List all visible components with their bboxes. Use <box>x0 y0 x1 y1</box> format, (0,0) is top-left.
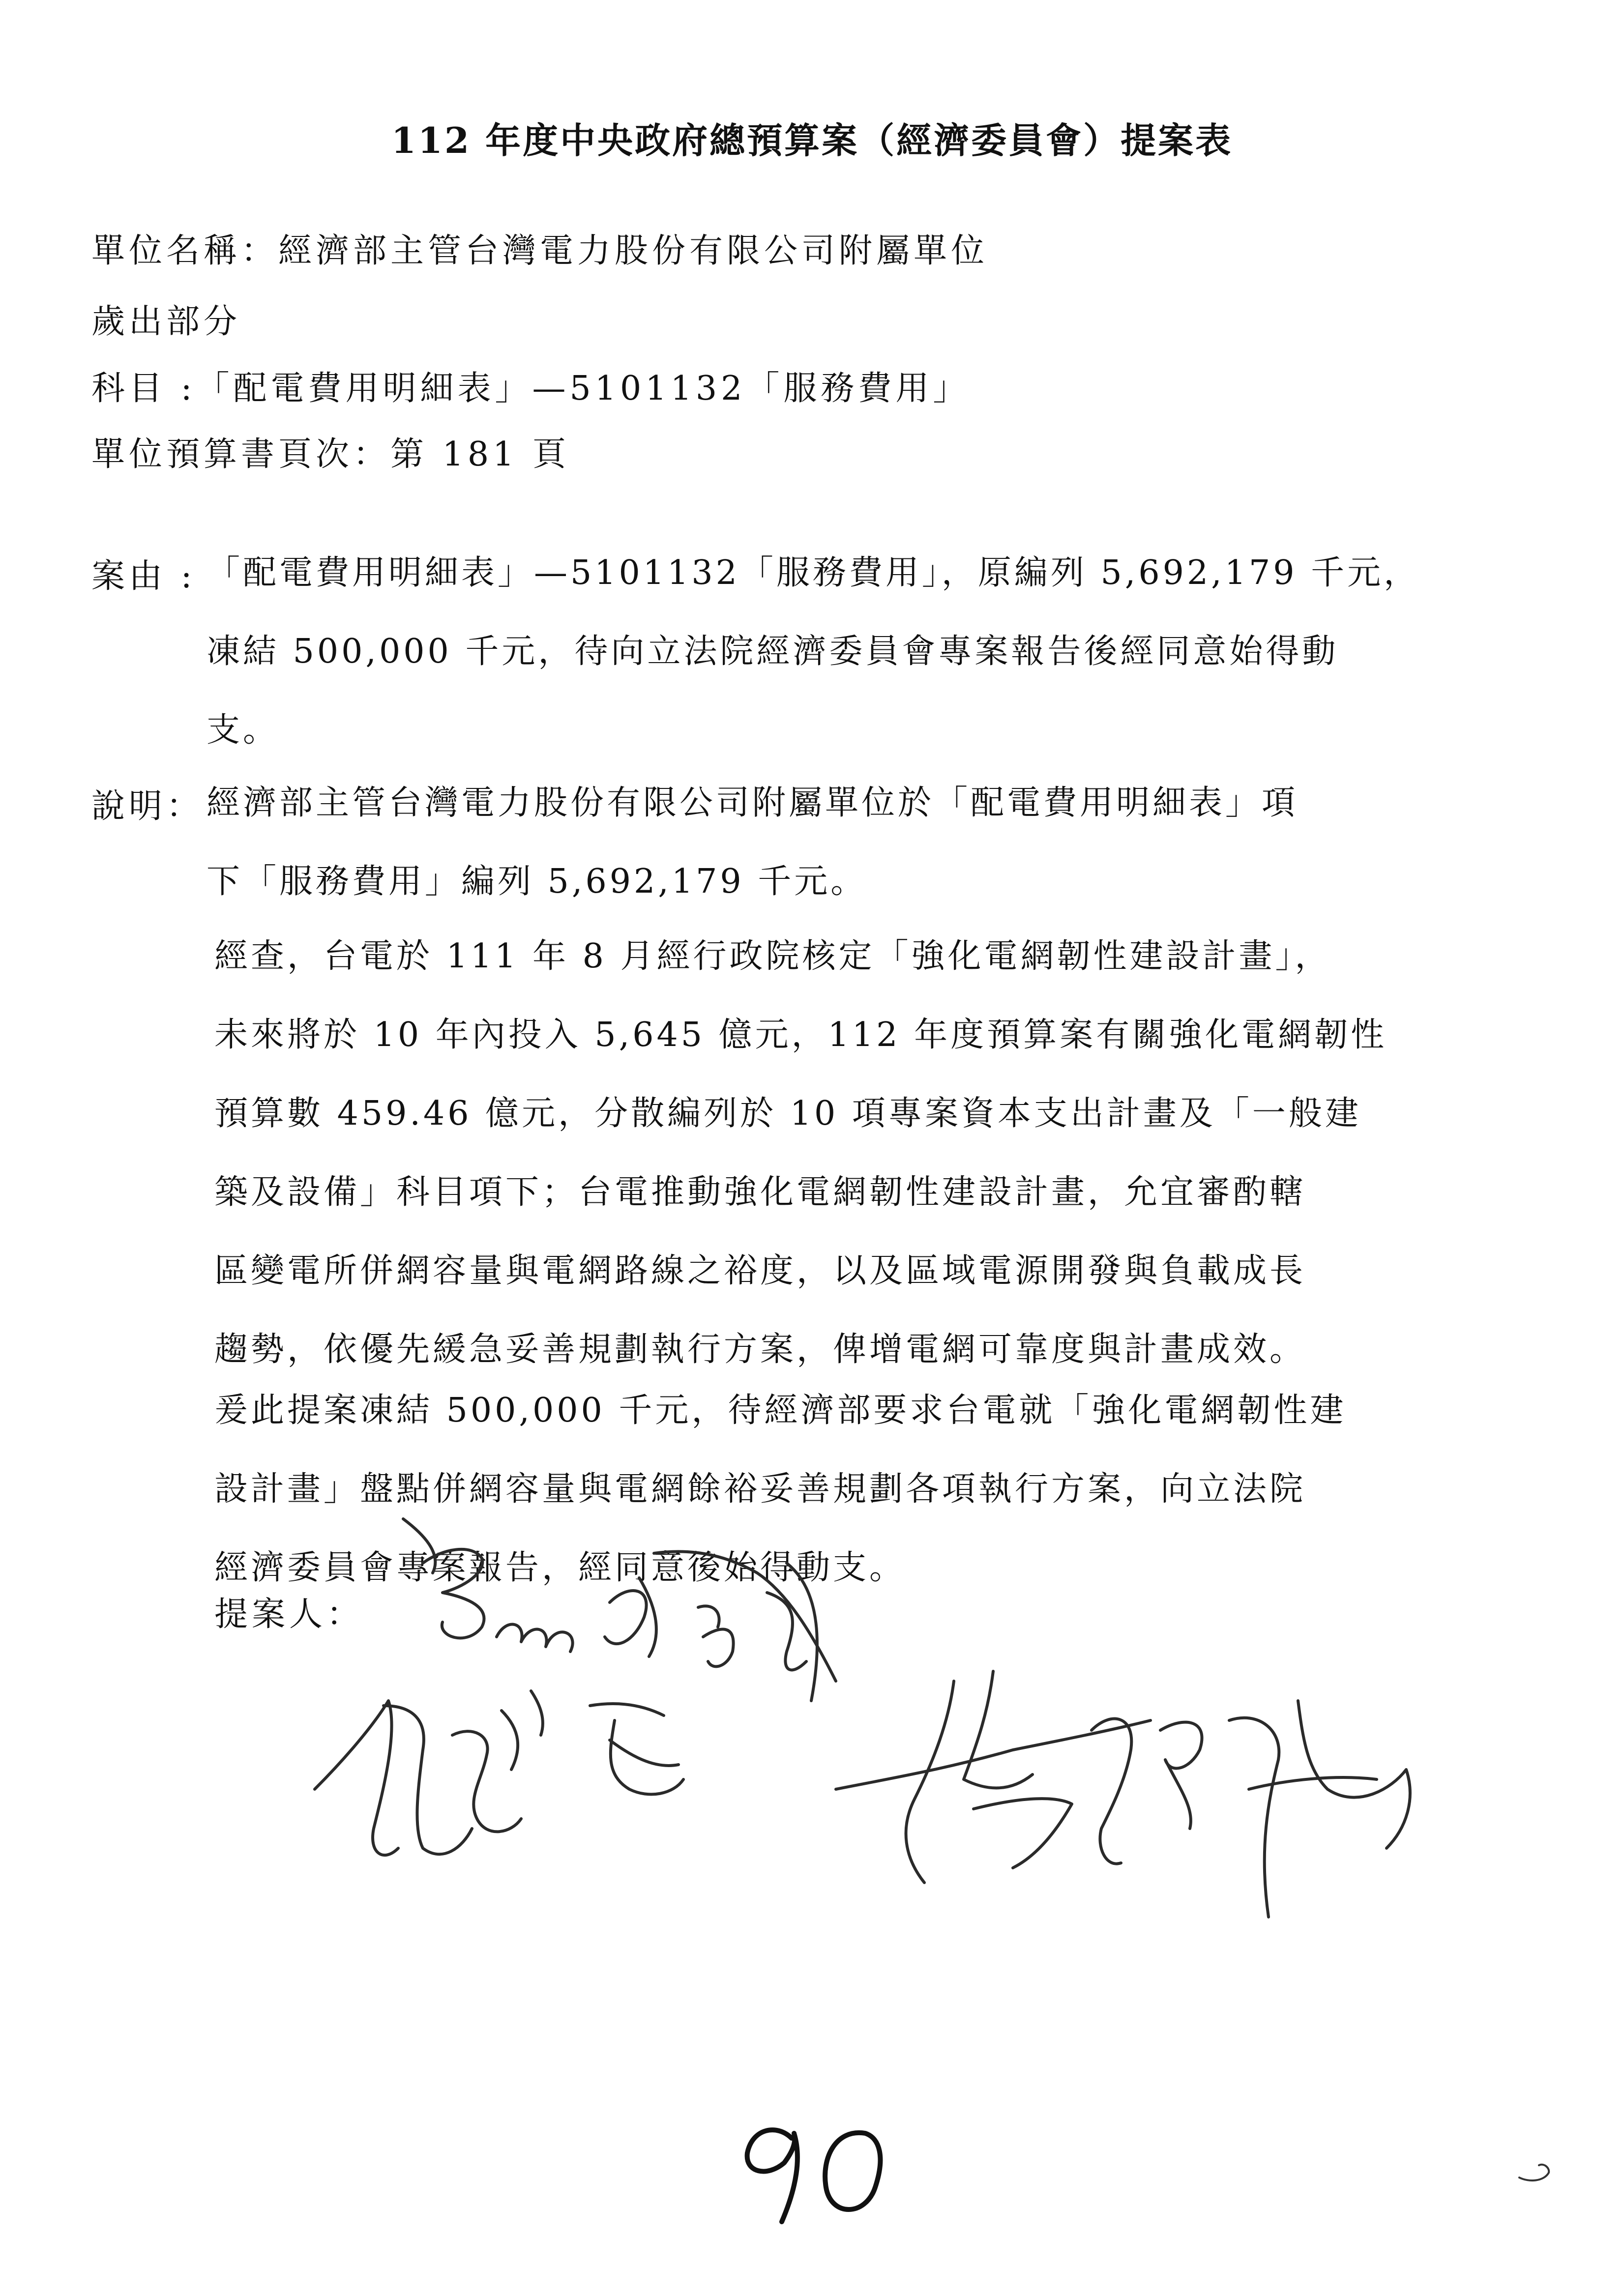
explanation-paragraph-1: 經濟部主管台灣電力股份有限公司附屬單位於「配電費用明細表」項 下「服務費用」編列 5,692,179 千元。 <box>207 784 1299 901</box>
signature-3 <box>836 1671 1410 1917</box>
unit-name-line: 單位名稱：經濟部主管台灣電力股份有限公司附屬單位 <box>91 232 989 270</box>
page-reference-line: 單位預算書頁次：第 181 頁 <box>91 435 570 474</box>
stray-mark <box>1514 2158 1554 2187</box>
case-text: 「配電費用明細表」—5101132「服務費用」，原編列 5,692,179 千元， 凍結 500,000 千元，待向立法院經濟委員會專案報告後經同意始得動 支。 <box>207 553 1420 750</box>
explanation-label: 說明： <box>91 787 204 826</box>
handwritten-page-number <box>728 2104 924 2232</box>
signature-1 <box>403 1519 817 1701</box>
proposer-label: 提案人： <box>214 1595 364 1634</box>
case-label: 案由 : <box>91 557 196 596</box>
section-line: 歲出部分 <box>91 302 241 341</box>
signature-ink-mark <box>654 1551 836 1681</box>
explanation-paragraph-2: 經查，台電於 111 年 8 月經行政院核定「強化電網韌性建設計畫」， 未來將於 10 年內投入 5,645 億元，112 年度預算案有關強化電網韌性 預算數 459.46 億元，分散編列於 10 項專案資本支出計畫及「一般建 築及設備」科目項下；台電推動強化電網韌性建設計畫，允宜審酌轄 區變電所併網容量與電網路線之裕度，以及區域電源開發與負載成長 趨勢，依優先緩急妥善規劃執行方案，俾增電網可靠度與計畫成效。 <box>214 937 1388 1369</box>
document-title: 112 年度中央政府總預算案（經濟委員會）提案表 <box>391 119 1233 161</box>
explanation-paragraph-3: 爰此提案凍結 500,000 千元，待經濟部要求台電就「強化電網韌性建 設計畫」盤點併網容量與電網餘裕妥善規劃各項執行方案，向立法院 經濟委員會專案報告，經同意後始得動支。 <box>214 1391 1347 1587</box>
signature-2 <box>315 1691 683 1855</box>
subject-line: 科目 :「配電費用明細表」—5101132「服務費用」 <box>91 369 971 408</box>
